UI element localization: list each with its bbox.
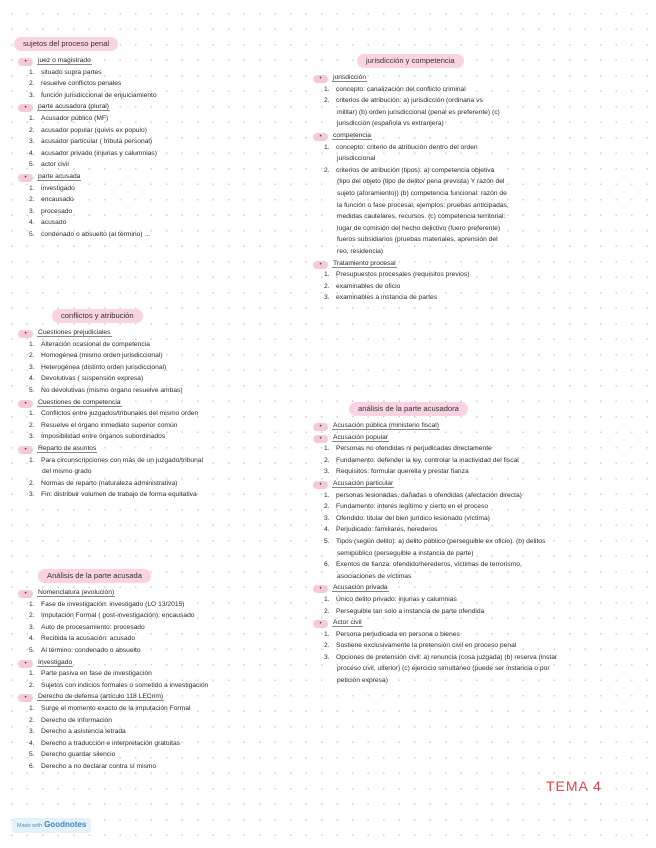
item-number: 1. <box>324 445 330 453</box>
item-number: 2. <box>324 456 330 464</box>
list-item <box>305 652 645 664</box>
list-item <box>305 165 645 177</box>
continuation-text: militar) (b) orden jurisdiccional (penal es preferente) (c) <box>337 108 500 116</box>
section-parte-acusadora <box>305 398 645 687</box>
item-number: 2. <box>29 421 35 429</box>
item-number: 1. <box>324 595 330 603</box>
bullet-icon: • <box>313 423 328 431</box>
bullet-icon: • <box>18 104 33 112</box>
item-text: Alteración ocasional de competencia <box>41 340 150 348</box>
section-title: análisis de la parte acusadora <box>349 402 468 416</box>
subheading-row <box>14 327 314 339</box>
item-text: Surge el momento exacto de la imputación Formal <box>41 704 191 712</box>
item-continuation <box>305 211 645 223</box>
item-number: 3. <box>29 728 35 736</box>
subheading-text: Cuestiones de competencia <box>38 398 121 406</box>
subheading-text: Derecho de defensa (artículo 118 LECrim) <box>38 693 164 701</box>
item-number: 2. <box>324 166 330 174</box>
continuation-text: reo, residencia) <box>337 247 384 255</box>
item-number: 3. <box>324 294 330 302</box>
list-item <box>14 633 314 645</box>
list-item <box>305 629 645 641</box>
continuation-text: lugar de comisión del hecho delictivo (fuero preferente) <box>337 224 501 232</box>
item-number: 2. <box>29 716 35 724</box>
item-text: Derecho a asistencia letrada <box>41 728 126 736</box>
item-text: Sujetos con indicios formales o sometido a investigación <box>41 681 209 689</box>
subheading-text: Acusación privada <box>333 584 388 592</box>
item-number: 1. <box>29 68 35 76</box>
item-number: 4. <box>29 219 35 227</box>
item-number: 2. <box>324 97 330 105</box>
item-text: Perjudicado: familiares, herederos <box>336 526 438 534</box>
item-text: Opciones de pretensión civil: a) renuncia (cosa juzgada) (b) reserva (instar <box>336 653 558 661</box>
item-number: 1. <box>29 456 35 464</box>
bullet-icon: • <box>18 400 33 408</box>
list-item <box>14 206 314 218</box>
item-text: resuelve conflictos penales <box>41 80 122 88</box>
item-text: Recibida la acusación: acusado <box>41 635 136 643</box>
item-text: Acusador público (MF) <box>41 114 109 122</box>
item-continuation <box>305 675 645 687</box>
subheading-row <box>305 432 645 444</box>
list-item <box>14 668 314 680</box>
item-number: 3. <box>29 433 35 441</box>
list-item <box>305 455 645 467</box>
item-number: 4. <box>324 526 330 534</box>
item-number: 4. <box>29 739 35 747</box>
item-number: 2. <box>29 80 35 88</box>
item-number: 2. <box>29 126 35 134</box>
item-continuation <box>14 466 314 478</box>
item-number: 5. <box>29 751 35 759</box>
item-text: personas lesionadas, dañadas u ofendidas (afectación directa) <box>336 491 522 499</box>
item-text: procesado <box>41 207 73 215</box>
list-item <box>14 125 314 137</box>
list-item <box>14 339 314 351</box>
subheading-text: Actor civil <box>333 619 362 627</box>
item-number: 4. <box>29 635 35 643</box>
list-item <box>14 229 314 241</box>
item-text: Normas de reparto (naturaleza administrativa) <box>41 479 178 487</box>
item-number: 1. <box>324 143 330 151</box>
item-text: criterios de atribución (tipos): a) competencia objetiva <box>336 166 495 174</box>
item-continuation <box>305 223 645 235</box>
item-number: 3. <box>324 514 330 522</box>
item-text: examinables a instancia de partes <box>336 294 438 302</box>
item-text: acusador particular ( tributa personal) <box>41 138 153 146</box>
list-item <box>14 408 314 420</box>
list-item <box>14 703 314 715</box>
continuation-text: fueros subsidiarios (pruebas materiales, aprensión del <box>337 236 498 244</box>
subheading-row <box>305 130 645 142</box>
item-text: Fase de investigación: investigado (LO 13/2015) <box>41 600 185 608</box>
item-number: 5. <box>324 537 330 545</box>
item-text: función jurisdiccional de enjuiciamiento <box>41 91 157 99</box>
subheading-text: Investigado <box>38 658 73 666</box>
item-text: Exentos de fianza: ofendido/herederos, víctimas de terrorismo, <box>336 561 522 569</box>
bullet-icon: • <box>313 435 328 443</box>
list-item <box>14 420 314 432</box>
item-text: acusador privado (injurias y calumnias) <box>41 149 157 157</box>
section-title: conflictos y atribución <box>52 309 143 323</box>
item-number: 4. <box>29 149 35 157</box>
bullet-icon: • <box>18 694 33 702</box>
list-item <box>305 269 645 281</box>
subheading-row <box>305 72 645 84</box>
item-text: Perseguible tan solo a instancia de parte ofendida <box>336 607 485 615</box>
list-item <box>305 640 645 652</box>
list-item <box>14 645 314 657</box>
bullet-icon: • <box>18 330 33 338</box>
item-text: Tipos (según delito): a) delito público (perseguible ex oficio). (b) delitos <box>336 537 546 545</box>
item-continuation <box>305 548 645 560</box>
item-number: 1. <box>29 340 35 348</box>
item-number: 3. <box>29 207 35 215</box>
item-number: 5. <box>29 646 35 654</box>
subheading-text: parte acusadora (plural) <box>38 103 109 111</box>
item-text: Presupuestos procesales (requisitos previos) <box>336 271 470 279</box>
bullet-icon: • <box>18 660 33 668</box>
subheading-text: Nomenclatura (evolución) <box>38 589 115 596</box>
item-text: Único delito privado: injurias y calumnias <box>336 595 457 603</box>
item-text: acusado <box>41 219 67 227</box>
subheading-text: Acusación particular <box>333 479 394 487</box>
item-text: Fundamento: interés legítimo y cierto en el proceso <box>336 503 489 511</box>
continuation-text: semipúblico (perseguible a instancia de parte) <box>337 549 474 557</box>
item-text: Conflictos entre juzgados/tribunales del mismo orden <box>41 410 199 418</box>
item-number: 1. <box>29 410 35 418</box>
list-item <box>14 680 314 692</box>
subheading-row <box>305 582 645 594</box>
bullet-icon: • <box>313 261 328 269</box>
item-number: 3. <box>324 468 330 476</box>
item-continuation <box>305 234 645 246</box>
subheading-text: Tratamiento procesal <box>333 259 396 267</box>
item-number: 3. <box>29 138 35 146</box>
badge-made: Made with <box>17 823 43 829</box>
tema-label: TEMA 4 <box>546 778 602 794</box>
section-title: Análisis de la parte acusada <box>38 569 151 583</box>
subheading-row <box>14 657 314 669</box>
list-item <box>14 90 314 102</box>
item-number: 3. <box>324 653 330 661</box>
list-item <box>14 599 314 611</box>
item-number: 2. <box>29 612 35 620</box>
item-number: 1. <box>29 704 35 712</box>
list-item <box>305 95 645 107</box>
list-item <box>305 281 645 293</box>
item-text: No devolutivas (mismo órgano resuelve ambas) <box>41 386 183 394</box>
section-title: sujetos del proceso penal <box>14 37 118 51</box>
bullet-icon: • <box>313 133 328 141</box>
list-item <box>305 466 645 478</box>
continuation-text: la función o fase procesal, ejemplos: pruebas anticipadas, <box>337 201 509 209</box>
list-item <box>14 148 314 160</box>
list-item <box>305 559 645 571</box>
item-text: Derecho a no declarar contra sí mismo <box>41 762 157 770</box>
item-text: criterios de atribución: a) jurisdicción (ordinaria vs <box>336 97 483 105</box>
item-text: Heterogénea (distinto orden jurisdiccional) <box>41 363 167 371</box>
item-text: condenado o absuelto (al término) ... <box>41 230 150 238</box>
list-item <box>305 142 645 154</box>
item-number: 5. <box>29 161 35 169</box>
item-text: examinables de oficio <box>336 282 401 290</box>
list-item <box>14 761 314 773</box>
item-text: Persona perjudicada en persona o bienes <box>336 630 460 638</box>
item-number: 1. <box>324 271 330 279</box>
continuation-text: (tipo del objeto (tipo de delito/ pena prevista) Y razón del <box>337 178 505 186</box>
list-item <box>14 478 314 490</box>
continuation-text: proceso civil, ulterior) (c) ejercicio simultáneo (puede ser instancia o por <box>337 665 550 673</box>
item-continuation <box>305 571 645 583</box>
section-title: jurisdicción y competencia <box>357 54 464 68</box>
badge-brand: Goodnotes <box>44 820 87 829</box>
continuation-text: sujeto (aforamiento)) (b) competencia funcional: razón de <box>337 189 507 197</box>
list-item <box>14 67 314 79</box>
subheading-row <box>14 101 314 113</box>
subheading-text: parte acusada <box>38 172 81 180</box>
item-number: 2. <box>29 196 35 204</box>
item-continuation <box>305 188 645 200</box>
list-item <box>14 622 314 634</box>
list-item <box>305 443 645 455</box>
subheading-row <box>14 691 314 703</box>
list-item <box>305 524 645 536</box>
subheading-row <box>14 55 314 67</box>
item-number: 6. <box>29 762 35 770</box>
item-number: 2. <box>324 607 330 615</box>
subheading-row <box>14 171 314 183</box>
list-item <box>305 606 645 618</box>
item-number: 3. <box>29 363 35 371</box>
list-item <box>14 78 314 90</box>
item-number: 2. <box>324 642 330 650</box>
continuation-text: petición expresa) <box>337 677 388 685</box>
item-number: 3. <box>29 623 35 631</box>
list-item <box>14 217 314 229</box>
bullet-icon: • <box>18 174 33 182</box>
goodnotes-badge <box>12 818 91 833</box>
item-text: situado supra partes <box>41 68 102 76</box>
item-text: Fundamento: defender la ley, controlar la inactividad del fiscal <box>336 456 519 464</box>
item-number: 2. <box>324 503 330 511</box>
item-number: 5. <box>29 230 35 238</box>
item-text: Resuelve el órgano inmediato superior común <box>41 421 178 429</box>
item-text: Para circunscripciones con más de un juzgado/tribunal <box>41 456 204 464</box>
list-item <box>14 455 314 467</box>
list-item <box>14 738 314 750</box>
list-item <box>305 536 645 548</box>
item-text: Imputación Formal ( post-investigación): encausado <box>41 612 195 620</box>
subheading-text: juez o magistrado <box>38 57 91 64</box>
section-conflictos <box>14 305 314 501</box>
item-text: acusador popular (quivis ex populo) <box>41 126 147 134</box>
subheading-text: Acusación pública (ministerio fiscal) <box>333 422 439 429</box>
item-text: investigado <box>41 184 75 192</box>
item-continuation <box>305 246 645 258</box>
item-text: concepto: canalización del conflicto criminal <box>336 85 466 93</box>
item-number: 1. <box>324 491 330 499</box>
subheading-row <box>14 397 314 409</box>
section-jurisdiccion <box>305 50 645 304</box>
item-text: Fin: distribuir volumen de trabajo de forma equitativa <box>41 491 197 499</box>
item-number: 5. <box>29 386 35 394</box>
item-continuation <box>305 176 645 188</box>
item-number: 3. <box>29 491 35 499</box>
item-text: Personas no ofendidas ni perjudicadas directamente <box>336 445 492 453</box>
list-item <box>14 183 314 195</box>
bullet-icon: • <box>313 481 328 489</box>
list-item <box>305 513 645 525</box>
item-text: Al término: condenado o absuelto <box>41 646 141 654</box>
item-number: 3. <box>29 91 35 99</box>
item-number: 1. <box>324 630 330 638</box>
list-item <box>14 159 314 171</box>
subheading-text: competencia <box>333 131 371 139</box>
item-number: 1. <box>29 670 35 678</box>
item-text: Requisitos: formular querella y prestar fianza <box>336 468 469 476</box>
list-item <box>14 715 314 727</box>
list-item <box>14 385 314 397</box>
item-text: Imposibilidad entre órganos subordinados <box>41 433 166 441</box>
continuation-text: del mismo grado <box>42 468 92 476</box>
item-number: 2. <box>324 282 330 290</box>
item-number: 1. <box>324 85 330 93</box>
list-item <box>305 501 645 513</box>
section-sujetos <box>14 33 314 241</box>
list-item <box>14 373 314 385</box>
item-number: 4. <box>29 375 35 383</box>
item-continuation <box>305 200 645 212</box>
subheading-text: Cuestiones prejudiciales <box>38 329 111 336</box>
bullet-icon: • <box>18 446 33 454</box>
item-text: Homogénea (mismo orden jurisdiccional) <box>41 352 163 360</box>
subheading-row <box>305 617 645 629</box>
continuation-text: jurisdiccional <box>337 155 376 163</box>
item-number: 1. <box>29 114 35 122</box>
subheading-text: Acusación popular <box>333 433 389 441</box>
subheading-row <box>305 258 645 270</box>
item-text: actor civil <box>41 161 69 169</box>
bullet-icon: • <box>313 75 328 83</box>
subheading-text: Reparto de asuntos <box>38 444 97 452</box>
list-item <box>14 431 314 443</box>
subheading-text: jurisdicción <box>333 74 367 81</box>
bullet-icon: • <box>18 58 33 66</box>
subheading-row <box>14 443 314 455</box>
item-number: 1. <box>29 600 35 608</box>
list-item <box>305 292 645 304</box>
item-number: 1. <box>29 184 35 192</box>
continuation-text: jurisdicción (española vs extranjera) <box>337 120 444 128</box>
item-text: Auto de procesamiento: procesado <box>41 623 145 631</box>
bullet-icon: • <box>313 585 328 593</box>
item-text: Devolutivas ( suspensión expresa) <box>41 375 144 383</box>
item-number: 2. <box>29 681 35 689</box>
list-item <box>305 84 645 96</box>
list-item <box>14 136 314 148</box>
section-parte-acusada <box>14 565 314 773</box>
subheading-row <box>305 478 645 490</box>
item-continuation <box>305 118 645 130</box>
item-text: concepto: criterio de atribución dentro del orden <box>336 143 478 151</box>
item-continuation <box>305 107 645 119</box>
item-continuation <box>305 153 645 165</box>
subheading-row <box>14 587 314 599</box>
list-item <box>305 490 645 502</box>
item-text: Ofendido: titular del bien jurídico lesionado (víctima) <box>336 514 490 522</box>
item-text: Derecho guardar silencio <box>41 751 116 759</box>
item-number: 2. <box>29 352 35 360</box>
item-text: Derecho de información <box>41 716 112 724</box>
list-item <box>14 362 314 374</box>
item-number: 2. <box>29 479 35 487</box>
item-number: 6. <box>324 561 330 569</box>
item-text: encausado <box>41 196 74 204</box>
bullet-icon: • <box>18 590 33 598</box>
bullet-icon: • <box>313 620 328 628</box>
list-item <box>14 489 314 501</box>
item-text: Parte pasiva en fase de investigación <box>41 670 152 678</box>
subheading-row <box>305 420 645 432</box>
list-item <box>14 350 314 362</box>
item-continuation <box>305 663 645 675</box>
list-item <box>14 749 314 761</box>
list-item <box>14 610 314 622</box>
item-text: Sostiene exclusivamente la pretensión civil en proceso penal <box>336 642 517 650</box>
item-text: Derecho a traducción e interpretación gratuitas <box>41 739 181 747</box>
continuation-text: medidas cautelares, recursos. (c) competencia territorial: <box>337 213 506 221</box>
list-item <box>14 726 314 738</box>
list-item <box>14 194 314 206</box>
list-item <box>305 594 645 606</box>
list-item <box>14 113 314 125</box>
continuation-text: asociaciones de víctimas <box>337 572 412 580</box>
